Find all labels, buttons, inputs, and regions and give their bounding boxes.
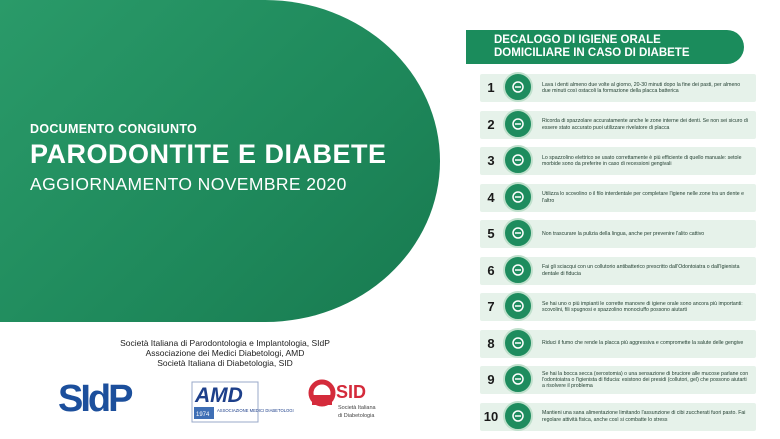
decalogo-item-text: Non trascurare la pulizia della lingua, anche per prevenire l'alito cattivo [542,230,705,237]
decalogo-title-line-2: DOMICILIARE IN CASO DI DIABETE [494,47,690,59]
decalogo-item-text: Se hai uno o più impianti le corrette manovre di igiene orale sono ancora più importanti: scovolini, fili spugnosi e spazzolino monociuffo possono aiutarti [542,300,743,313]
document-label: DOCUMENTO CONGIUNTO [30,122,198,136]
sidp-logo [56,375,138,420]
decalogo-item [480,74,756,102]
decalogo-item-number: 8 [487,335,495,351]
decalogo-item-number: 2 [487,116,495,132]
decalogo-item-text: Se hai la bocca secca (xerostomia) o una sensazione di bruciore alle mucose parlane con l'odontoiatra o l'igienista di fiducia: esistono dei presidi (collutori, gel) che possono aiutarti a risolvere il problema [542,370,749,390]
society-amd: Associazione dei Medici Diabetologi, AMD [145,348,305,358]
interdental-brush-icon [503,182,533,212]
decalogo-item [480,257,756,285]
sid-logo [308,378,388,424]
decalogo-item-text: Mantieni una sana alimentazione limitando l'assunzione di cibi zuccherati fuori pasto. Fai regolare attività fisica, anche così si combatte lo stress [542,410,746,423]
society-sidp: Società Italiana di Parodontologia e Implantologia, SIdP [120,338,330,348]
tooth-brush-icon [503,109,533,139]
sidp-logo-text: SIdP [58,378,131,420]
society-sid: Società Italiana di Diabetologia, SID [157,358,293,368]
decalogo-item-number: 5 [487,226,495,241]
decalogo-item [480,147,756,175]
mouthwash-icon [503,255,533,285]
sid-logo-tagline-1: Società Italiana [338,405,376,411]
no-smoking-icon [503,328,533,358]
hero-text [30,122,387,195]
hero-subtitle: AGGIORNAMENTO NOVEMBRE 2020 [30,174,347,194]
decalogo-item-text: Ricorda di spazzolare accuratamente anche le zone interne dei denti. Se non sei sicuro di essere stato accurato puoi utilizzare rivelatore di placca [542,118,748,131]
decalogo-item-number: 4 [487,189,495,205]
hero-banner [0,0,440,322]
decalogo-list [480,74,756,439]
decalogo-item-text: Lo spazzolino elettrico se usato correttamente è più efficiente di quello manuale: setole morbide sono da preferire in caso di recessioni gengivali [542,154,742,167]
decalogo-title-line-1: DECALOGO DI IGIENE ORALE [494,34,661,46]
implant-icon [503,291,533,321]
decalogo-item-number: 7 [487,299,495,314]
amd-logo-text: AMD [195,384,243,407]
decalogo-item [480,293,756,321]
decalogo-item-number: 3 [487,153,495,168]
healthy-food-icon [503,401,533,431]
dry-mouth-icon [503,364,533,394]
decalogo-item [480,184,756,212]
decalogo-panel [466,30,762,434]
decalogo-item-number: 6 [487,262,495,278]
electric-toothbrush-icon [503,145,533,175]
hero-title: PARODONTITE E DIABETE [30,139,387,169]
amd-logo-tagline: ASSOCIAZIONE MEDICI DIABETOLOGI [217,408,294,413]
amd-logo-year: 1974 [196,412,210,418]
amd-logo [191,381,294,423]
decalogo-item-number: 10 [483,408,499,424]
societies-list [0,338,450,368]
decalogo-item [480,330,756,358]
decalogo-item [480,111,756,139]
decalogo-item [480,366,756,394]
tongue-icon [503,218,533,248]
decalogo-item-text: Utilizza lo scovolino o il filo interdentale per completare l'igiene nelle zone tra un dente e l'altro [542,191,744,204]
sid-logo-text: SID [336,382,367,402]
decalogo-item [480,220,756,248]
sid-logo-tagline-2: di Diabetologia [338,413,375,419]
decalogo-header [466,30,744,64]
toothbrushing-face-icon [503,72,533,102]
decalogo-item [480,403,756,431]
decalogo-item-text: Lava i denti almeno due volte al giorno, 20-30 minuti dopo la fine dei pasti, per almeno due minuti così ostacoli la formazione della placca batterica [542,81,741,94]
decalogo-item-number: 1 [487,80,495,95]
decalogo-item-text: Fai gli sciacqui con un collutorio antibatterico prescritto dall'Odontoiatra o dall'Igienista dentale di fiducia [542,264,740,277]
decalogo-item-number: 9 [487,372,495,387]
decalogo-item-text: Riduci il fumo che rende la placca più aggressiva e compromette la salute delle gengive [542,340,744,347]
